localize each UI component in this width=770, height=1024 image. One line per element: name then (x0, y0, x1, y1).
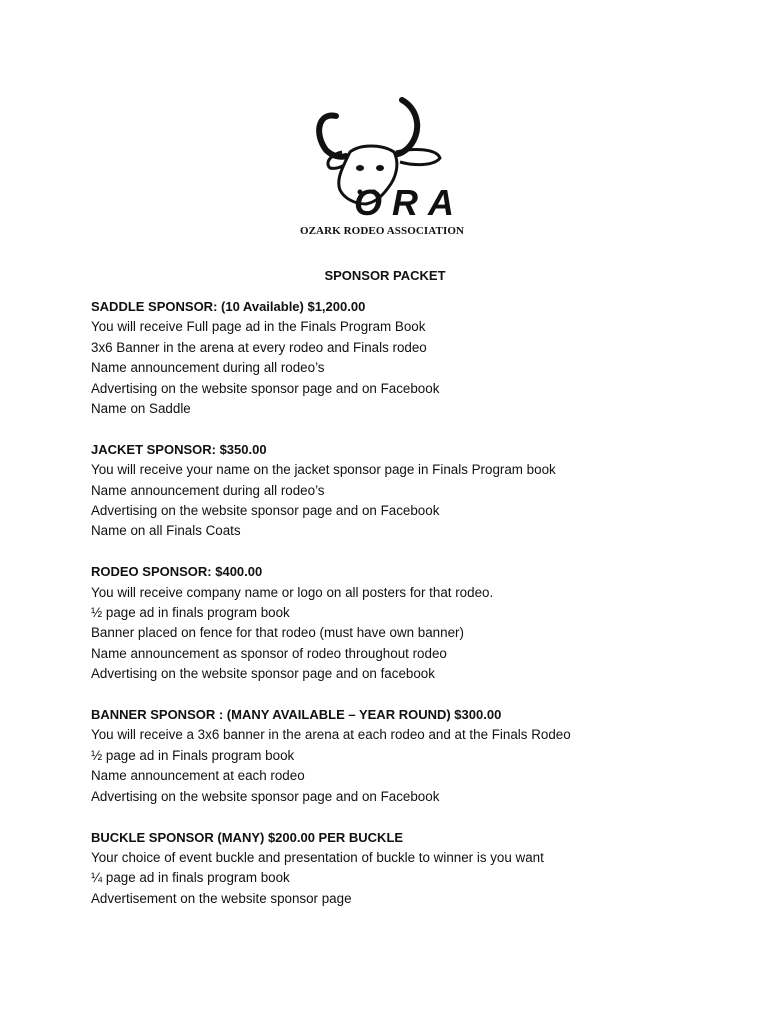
benefit-line: Name on Saddle (91, 401, 191, 417)
section-heading: JACKET SPONSOR: $350.00 (91, 441, 267, 457)
section-banner-sponsor (91, 705, 731, 807)
section-heading: BUCKLE SPONSOR (MANY) $200.00 PER BUCKLE (91, 829, 404, 845)
benefit-line: 3x6 Banner in the arena at every rodeo and Finals rodeo (91, 339, 427, 355)
benefit-line: Name announcement during all rodeo’s (91, 482, 325, 498)
section-heading: SADDLE SPONSOR: (10 Available) $1,200.00 (91, 299, 366, 314)
benefit-line: Name announcement at each rodeo (91, 768, 305, 784)
benefit-line: ½ page ad in Finals program book (91, 747, 295, 763)
section-heading: BANNER SPONSOR : (MANY AVAILABLE – YEAR ROUND) $300.00 (91, 707, 502, 723)
section-jacket-sponsor (91, 440, 731, 542)
section-buckle-sponsor (91, 828, 731, 910)
sponsor-list (91, 297, 731, 930)
section-rodeo-sponsor (91, 562, 731, 684)
benefit-line: ¼ page ad in finals program book (91, 870, 290, 886)
benefit-line: You will receive your name on the jacket sponsor page in Finals Program book (91, 462, 556, 478)
benefit-line: Advertisement on the website sponsor page (91, 890, 352, 906)
benefit-line: You will receive company name or logo on all posters for that rodeo. (91, 584, 494, 600)
benefit-line: You will receive a 3x6 banner in the arena at each rodeo and at the Finals Rodeo (91, 727, 571, 743)
logo-letters: ORA (354, 182, 464, 223)
section-saddle-sponsor (91, 297, 731, 419)
benefit-line: Your choice of event buckle and presentation of buckle to winner is you want (91, 849, 544, 865)
benefit-line: Advertising on the website sponsor page and on Facebook (91, 380, 440, 396)
benefit-line: Name announcement as sponsor of rodeo throughout rodeo (91, 645, 447, 661)
benefit-line: Name announcement during all rodeo’s (91, 360, 325, 376)
logo-association-name: OZARK RODEO ASSOCIATION (299, 225, 465, 237)
benefit-line: ½ page ad in finals program book (91, 605, 290, 621)
benefit-line: Banner placed on fence for that rodeo (must have own banner) (91, 625, 464, 641)
benefit-line: Advertising on the website sponsor page and on Facebook (91, 503, 440, 519)
benefit-line: Advertising on the website sponsor page and on Facebook (91, 788, 440, 804)
ora-logo (296, 92, 476, 242)
section-heading: RODEO SPONSOR: $400.00 (91, 564, 263, 580)
benefit-line: Name on all Finals Coats (91, 523, 241, 539)
benefit-line: You will receive Full page ad in the Finals Program Book (91, 319, 426, 335)
benefit-line: Advertising on the website sponsor page and on facebook (91, 666, 435, 682)
page-title: SPONSOR PACKET (324, 268, 446, 283)
